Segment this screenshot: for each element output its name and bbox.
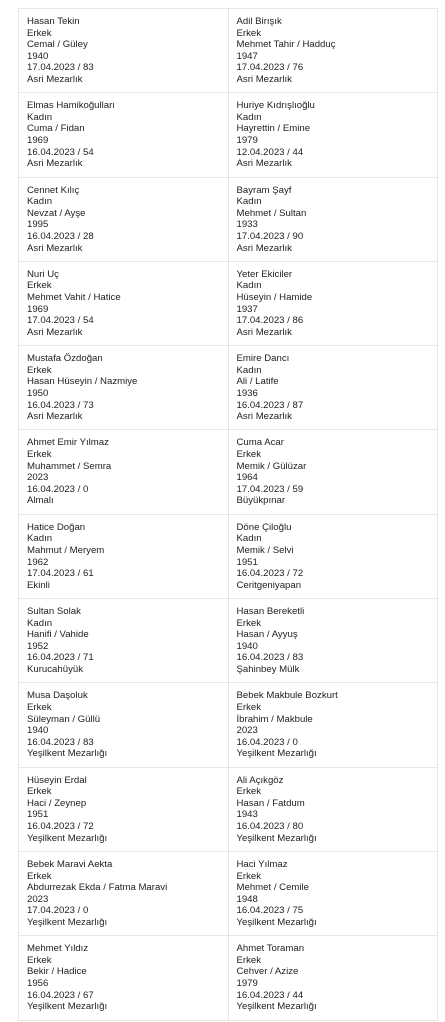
person-parents: Hasan / Fatdum [236, 797, 305, 809]
person-parents: Muhammet / Semra [27, 460, 112, 472]
cemetery-name: Kurucahüyük [27, 664, 83, 676]
birth-year: 1943 [236, 809, 258, 821]
person-gender: Erkek [236, 786, 262, 798]
record-cell [229, 430, 439, 514]
date-age: 17.04.2023 / 90 [236, 230, 304, 242]
person-parents: Cuma / Fidan [27, 123, 85, 135]
person-gender: Kadın [27, 617, 53, 629]
cemetery-name: Asri Mezarlık [236, 73, 292, 85]
record-cell [229, 178, 439, 262]
person-name: Döne Çiloğlu [236, 521, 292, 533]
person-name: Mustafa Özdoğan [27, 353, 103, 365]
date-age: 12.04.2023 / 44 [236, 146, 304, 158]
person-gender: Kadın [236, 364, 262, 376]
person-name: Ali Açıkgöz [236, 774, 284, 786]
cemetery-name: Yeşilkent Mezarlığı [27, 832, 108, 844]
person-name: Bebek Maravi Aekta [27, 858, 113, 870]
person-name: Bayram Şayf [236, 184, 292, 196]
record-cell [19, 683, 229, 767]
table-row [19, 852, 438, 936]
person-name: Mehmet Yıldız [27, 943, 89, 955]
person-parents: Hasan Hüseyin / Nazmiye [27, 376, 138, 388]
birth-year: 1940 [27, 50, 49, 62]
cemetery-name: Asri Mezarlık [27, 242, 83, 254]
table-row [19, 515, 438, 599]
date-age: 17.04.2023 / 59 [236, 483, 304, 495]
date-age: 16.04.2023 / 73 [27, 399, 94, 411]
table-row [19, 683, 438, 767]
person-parents: Ali / Latife [236, 376, 279, 388]
person-parents: Mehmet Tahir / Hadduç [236, 39, 336, 51]
record-cell [19, 262, 229, 346]
date-age: 17.04.2023 / 76 [236, 62, 304, 74]
table-row [19, 599, 438, 683]
person-parents: Cemal / Güley [27, 39, 88, 51]
person-name: Yeter Ekiciler [236, 268, 293, 280]
birth-year: 1936 [236, 387, 258, 399]
person-gender: Kadın [236, 196, 262, 208]
person-name: Hasan Bereketli [236, 606, 305, 618]
table-row [19, 262, 438, 346]
person-gender: Erkek [27, 954, 52, 966]
birth-year: 1979 [236, 135, 258, 147]
person-gender: Erkek [236, 449, 262, 461]
person-parents: Hanifi / Vahide [27, 629, 89, 641]
record-cell [229, 93, 439, 177]
table-row [19, 430, 438, 514]
person-parents: Nevzat / Ayşe [27, 207, 86, 219]
date-age: 16.04.2023 / 80 [236, 821, 304, 833]
record-cell [19, 936, 229, 1020]
person-parents: Bekir / Hadice [27, 966, 87, 978]
birth-year: 2023 [27, 893, 49, 905]
record-cell [229, 346, 439, 430]
birth-year: 1947 [236, 50, 258, 62]
person-name: Sultan Solak [27, 606, 81, 618]
date-age: 17.04.2023 / 83 [27, 62, 94, 74]
cemetery-name: Asri Mezarlık [236, 158, 292, 170]
cemetery-name: Asri Mezarlık [27, 73, 83, 85]
person-gender: Kadın [236, 280, 262, 292]
birth-year: 1995 [27, 219, 49, 231]
birth-year: 1940 [27, 725, 49, 737]
record-cell [19, 515, 229, 599]
record-cell [229, 9, 439, 93]
person-parents: Memik / Selvi [236, 544, 294, 556]
person-gender: Erkek [236, 701, 262, 713]
cemetery-name: Asri Mezarlık [236, 411, 292, 423]
date-age: 16.04.2023 / 54 [27, 146, 94, 158]
person-gender: Erkek [27, 701, 52, 713]
person-parents: Mehmet Vahit / Hatice [27, 292, 121, 304]
person-gender: Kadın [27, 111, 53, 123]
birth-year: 1948 [236, 893, 258, 905]
person-name: Cuma Acar [236, 437, 284, 449]
birth-year: 1962 [27, 556, 49, 568]
person-name: Huriye Kıdrışlıoğlu [236, 100, 315, 112]
birth-year: 1969 [27, 303, 49, 315]
table-row [19, 936, 438, 1020]
birth-year: 1969 [27, 135, 49, 147]
date-age: 16.04.2023 / 44 [236, 989, 304, 1001]
birth-year: 1950 [27, 387, 49, 399]
date-age: 16.04.2023 / 0 [27, 483, 89, 495]
birth-year: 1964 [236, 472, 258, 484]
record-cell [229, 768, 439, 852]
date-age: 16.04.2023 / 0 [236, 736, 298, 748]
cemetery-name: Almalı [27, 495, 54, 507]
person-name: Emire Dancı [236, 353, 290, 365]
person-gender: Erkek [236, 954, 262, 966]
person-gender: Erkek [236, 617, 262, 629]
birth-year: 1956 [27, 978, 49, 990]
cemetery-name: Yeşilkent Mezarlığı [236, 916, 317, 928]
record-cell [19, 178, 229, 262]
person-parents: Süleyman / Güllü [27, 713, 101, 725]
person-parents: Hüseyin / Hamide [236, 292, 313, 304]
cemetery-name: Asri Mezarlık [236, 242, 292, 254]
person-parents: Memik / Gülüzar [236, 460, 307, 472]
date-age: 17.04.2023 / 54 [27, 315, 94, 327]
cemetery-name: Yeşilkent Mezarlığı [27, 1001, 108, 1013]
table-row [19, 346, 438, 430]
person-name: Ahmet Emir Yılmaz [27, 437, 109, 449]
birth-year: 1951 [27, 809, 49, 821]
date-age: 16.04.2023 / 72 [236, 568, 304, 580]
person-name: Hatice Doğan [27, 521, 86, 533]
birth-year: 1940 [236, 640, 258, 652]
table-row [19, 178, 438, 262]
cemetery-name: Yeşilkent Mezarlığı [236, 748, 317, 760]
person-name: Haci Yılmaz [236, 858, 288, 870]
cemetery-name: Yeşilkent Mezarlığı [27, 748, 108, 760]
record-cell [229, 852, 439, 936]
records-table [18, 8, 438, 1021]
person-name: Nuri Uç [27, 268, 59, 280]
birth-year: 1952 [27, 640, 49, 652]
person-gender: Erkek [27, 449, 52, 461]
birth-year: 1979 [236, 978, 258, 990]
person-name: Bebek Makbule Bozkurt [236, 690, 338, 702]
date-age: 16.04.2023 / 71 [27, 652, 94, 664]
person-parents: Mehmet / Sultan [236, 207, 307, 219]
date-age: 16.04.2023 / 72 [27, 821, 94, 833]
person-gender: Erkek [236, 870, 262, 882]
birth-year: 1937 [236, 303, 258, 315]
cemetery-name: Asri Mezarlık [27, 326, 83, 338]
cemetery-name: Büyükpınar [236, 495, 286, 507]
person-name: Elmas Hamikoğulları [27, 100, 115, 112]
person-parents: Hayrettin / Emine [236, 123, 311, 135]
cemetery-name: Yeşilkent Mezarlığı [236, 1001, 317, 1013]
person-gender: Erkek [236, 27, 262, 39]
date-age: 16.04.2023 / 28 [27, 230, 94, 242]
record-cell [19, 9, 229, 93]
date-age: 16.04.2023 / 83 [236, 652, 304, 664]
person-parents: Hasan / Ayyuş [236, 629, 298, 641]
record-cell [19, 768, 229, 852]
birth-year: 2023 [236, 725, 258, 737]
person-parents: Haci / Zeynep [27, 797, 87, 809]
person-parents: İbrahim / Makbule [236, 713, 313, 725]
record-cell [229, 683, 439, 767]
cemetery-name: Asri Mezarlık [236, 326, 292, 338]
date-age: 17.04.2023 / 0 [27, 905, 89, 917]
cemetery-name: Yeşilkent Mezarlığı [236, 832, 317, 844]
person-name: Hüseyin Erdal [27, 774, 87, 786]
person-gender: Kadın [236, 111, 262, 123]
person-gender: Erkek [27, 280, 52, 292]
record-cell [19, 599, 229, 683]
record-cell [19, 346, 229, 430]
person-gender: Erkek [27, 364, 52, 376]
date-age: 16.04.2023 / 67 [27, 989, 94, 1001]
person-name: Musa Daşoluk [27, 690, 88, 702]
person-gender: Kadın [27, 533, 53, 545]
person-gender: Erkek [27, 786, 52, 798]
birth-year: 2023 [27, 472, 49, 484]
person-name: Ahmet Toraman [236, 943, 305, 955]
record-cell [229, 262, 439, 346]
person-gender: Kadın [27, 196, 53, 208]
cemetery-name: Ceritgeniyapan [236, 579, 302, 591]
person-gender: Erkek [27, 27, 52, 39]
person-name: Adil Birışık [236, 16, 282, 27]
birth-year: 1933 [236, 219, 258, 231]
record-cell [229, 515, 439, 599]
person-parents: Mahmut / Meryem [27, 544, 105, 556]
cemetery-name: Asri Mezarlık [27, 411, 83, 423]
record-cell [19, 430, 229, 514]
table-row [19, 768, 438, 852]
cemetery-name: Yeşilkent Mezarlığı [27, 916, 108, 928]
date-age: 17.04.2023 / 61 [27, 568, 94, 580]
date-age: 16.04.2023 / 75 [236, 905, 304, 917]
cemetery-name: Şahinbey Mülk [236, 664, 300, 676]
date-age: 16.04.2023 / 83 [27, 736, 94, 748]
person-parents: Mehmet / Cemile [236, 882, 310, 894]
record-cell [19, 852, 229, 936]
record-cell [229, 936, 439, 1020]
record-cell [229, 599, 439, 683]
person-gender: Kadın [236, 533, 262, 545]
person-name: Hasan Tekin [27, 16, 80, 27]
person-parents: Abdurrezak Ekda / Fatma Maravi [27, 882, 168, 894]
person-gender: Erkek [27, 870, 52, 882]
table-row [19, 93, 438, 177]
record-cell [19, 93, 229, 177]
person-parents: Cehver / Azize [236, 966, 299, 978]
date-age: 16.04.2023 / 87 [236, 399, 304, 411]
date-age: 17.04.2023 / 86 [236, 315, 304, 327]
cemetery-name: Ekinli [27, 579, 50, 591]
cemetery-name: Asri Mezarlık [27, 158, 83, 170]
table-row [19, 9, 438, 93]
birth-year: 1951 [236, 556, 258, 568]
person-name: Cennet Kılıç [27, 184, 80, 196]
